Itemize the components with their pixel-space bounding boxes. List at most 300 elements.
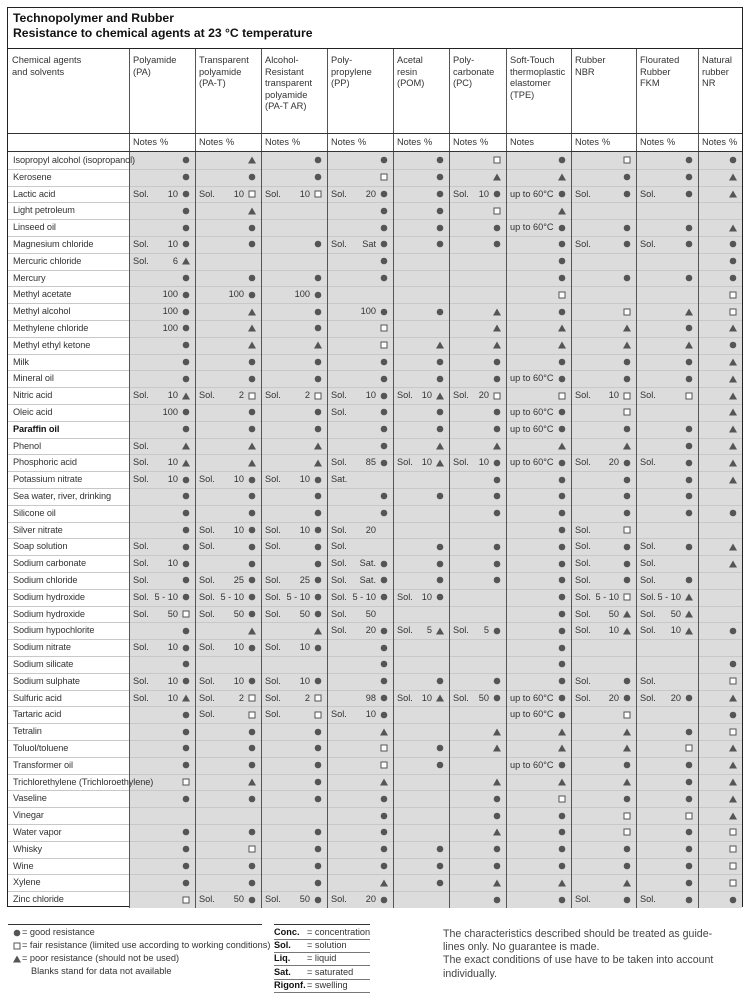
good-resistance-dot-icon [313, 239, 323, 249]
good-resistance-dot-icon [557, 189, 567, 199]
good-resistance-dot-icon [379, 626, 389, 636]
cell-percent: 98 [365, 692, 376, 703]
agent-name: Phenol [13, 440, 42, 451]
cell-percent: 2 [238, 390, 244, 401]
cell-note: Sol. [397, 390, 413, 401]
abbr-key: Sat. [274, 966, 291, 977]
cell-note: Sol. [331, 608, 347, 619]
fair-resistance-square-icon [181, 609, 191, 619]
good-resistance-dot-icon [181, 307, 191, 317]
subheader-NR-notes: Notes [702, 137, 727, 147]
cell-percent: 5 [426, 625, 432, 636]
good-resistance-dot-icon [181, 844, 191, 854]
cell-note: Sol. [331, 709, 347, 720]
good-resistance-dot-icon [379, 491, 389, 501]
subheader-PA-pct: % [160, 137, 169, 147]
good-resistance-dot-icon [435, 844, 445, 854]
good-resistance-dot-icon [379, 374, 389, 384]
good-resistance-dot-icon [435, 542, 445, 552]
poor-resistance-triangle-icon [728, 391, 738, 401]
cell-percent: 10 [167, 390, 178, 401]
good-resistance-dot-icon [313, 475, 323, 485]
good-resistance-dot-icon [684, 357, 694, 367]
cell-percent: 5 [483, 625, 489, 636]
cell-note: Sol. [199, 894, 215, 905]
good-resistance-dot-icon [492, 508, 502, 518]
poor-resistance-triangle-icon [684, 307, 694, 317]
row-rule [8, 774, 742, 775]
cell-percent: 10 [299, 642, 310, 653]
good-resistance-dot-icon [622, 542, 632, 552]
agent-name: Soap solution [13, 541, 68, 552]
good-resistance-dot-icon [622, 223, 632, 233]
cell-percent: 100 [294, 289, 310, 300]
good-resistance-dot-icon [247, 525, 257, 535]
cell-percent: 10 [421, 591, 432, 602]
good-resistance-dot-icon [557, 575, 567, 585]
cell-percent: 20 [608, 692, 619, 703]
good-resistance-dot-icon [247, 374, 257, 384]
good-resistance-dot-icon [379, 206, 389, 216]
poor-resistance-triangle-icon [492, 878, 502, 888]
cell-percent: 10 [233, 675, 244, 686]
good-resistance-dot-icon [379, 844, 389, 854]
good-resistance-dot-icon [435, 155, 445, 165]
good-resistance-dot-icon [181, 542, 191, 552]
cell-note: Sol. [265, 608, 281, 619]
cell-note: Sol. [331, 457, 347, 468]
poor-resistance-triangle-icon [622, 878, 632, 888]
cell-note: Sol. [331, 558, 347, 569]
poor-resistance-triangle-icon [728, 189, 738, 199]
good-resistance-dot-icon [181, 407, 191, 417]
good-resistance-dot-icon [622, 575, 632, 585]
title-rule [8, 48, 742, 49]
agent-name: Tartaric acid [13, 709, 62, 720]
cell-percent: 10 [421, 457, 432, 468]
header-POM-line: (POM) [397, 78, 425, 89]
good-resistance-dot-icon [313, 323, 323, 333]
cell-note: Sol. [331, 575, 347, 585]
poor-resistance-triangle-icon [728, 811, 738, 821]
good-resistance-dot-icon [557, 659, 567, 669]
fair-resistance-square-icon [622, 407, 632, 417]
row-rule [8, 824, 742, 825]
good-resistance-dot-icon [181, 340, 191, 350]
poor-resistance-triangle-icon [622, 609, 632, 619]
good-resistance-dot-icon [684, 223, 694, 233]
cell-percent: 10 [421, 390, 432, 401]
cell-percent: 10 [167, 558, 178, 569]
header-POM-line: resin [397, 66, 418, 77]
good-resistance-dot-icon [557, 239, 567, 249]
good-resistance-dot-icon [492, 676, 502, 686]
fair-resistance-square-icon [728, 827, 738, 837]
poor-resistance-triangle-icon [313, 340, 323, 350]
cell-note: Sol. [265, 692, 281, 703]
good-resistance-dot-icon [379, 592, 389, 602]
good-resistance-dot-icon [622, 895, 632, 905]
cell-percent: 50 [299, 608, 310, 619]
good-resistance-dot-icon [557, 592, 567, 602]
cell-note: Sol. [133, 675, 149, 686]
header-FKM-line: Flourated [640, 55, 680, 65]
agent-name: Methylene chloride [13, 323, 89, 333]
good-resistance-dot-icon [684, 693, 694, 703]
good-resistance-dot-icon [557, 525, 567, 535]
good-resistance-dot-icon [435, 676, 445, 686]
poor-resistance-triangle-icon [247, 626, 257, 636]
good-resistance-dot-icon [379, 391, 389, 401]
legend-rule [8, 924, 262, 925]
good-resistance-dot-icon [313, 491, 323, 501]
good-resistance-dot-icon [557, 643, 567, 653]
good-resistance-dot-icon [379, 794, 389, 804]
cell-note: Sol. [133, 474, 149, 485]
good-resistance-dot-icon [684, 844, 694, 854]
poor-resistance-triangle-icon [435, 340, 445, 350]
disclaimer-line-1: The characteristics described should be treated as guide- [443, 928, 713, 940]
cell-note: Sol. [133, 239, 149, 249]
poor-resistance-triangle-icon [313, 441, 323, 451]
poor-resistance-triangle-icon [247, 458, 257, 468]
good-resistance-dot-icon [435, 172, 445, 182]
poor-resistance-triangle-icon [313, 458, 323, 468]
good-resistance-dot-icon [728, 239, 738, 249]
cell-percent: 85 [365, 457, 376, 468]
cell-note: Sol. [199, 608, 215, 619]
good-resistance-dot-icon [181, 676, 191, 686]
cell-note: Sol. [331, 407, 347, 417]
subheader-PATAR-notes: Notes [265, 137, 290, 147]
good-resistance-dot-icon [684, 760, 694, 770]
cell-percent: 50 [233, 608, 244, 619]
poor-resistance-triangle-icon [247, 340, 257, 350]
good-resistance-dot-icon [313, 861, 323, 871]
disclaimer [443, 928, 743, 981]
header-TPE-line: elastomer [510, 78, 551, 89]
good-resistance-dot-icon [313, 743, 323, 753]
cell-percent: 10 [299, 188, 310, 199]
good-resistance-dot-icon [492, 626, 502, 636]
cell-note: Sol. [265, 894, 281, 905]
fair-resistance-square-icon [379, 172, 389, 182]
cell-percent: 50 [365, 608, 376, 619]
good-resistance-dot-icon [622, 357, 632, 367]
cell-note: Sol. [265, 675, 281, 686]
agent-name: Methyl ethyl ketone [13, 339, 91, 350]
subheader-NR-pct: % [729, 137, 738, 147]
header-PC-line: (PC) [453, 78, 473, 89]
header-TPE-line: Soft-Touch [510, 55, 555, 65]
good-resistance-dot-icon [622, 189, 632, 199]
good-resistance-dot-icon [435, 878, 445, 888]
poor-resistance-triangle-icon [492, 727, 502, 737]
agent-name: Light petroleum [13, 205, 75, 216]
good-resistance-dot-icon [247, 676, 257, 686]
agent-name: Methyl acetate [13, 289, 72, 300]
good-resistance-dot-icon [313, 357, 323, 367]
good-resistance-dot-icon [181, 659, 191, 669]
good-resistance-dot-icon [684, 575, 694, 585]
poor-resistance-triangle-icon [684, 609, 694, 619]
cell-note: Sol. [453, 390, 469, 401]
good-resistance-dot-icon [247, 172, 257, 182]
agent-name: Sodium silicate [13, 659, 74, 669]
poor-resistance-triangle-icon [492, 323, 502, 333]
good-resistance-dot-icon [181, 155, 191, 165]
good-resistance-dot-icon [379, 424, 389, 434]
fair-resistance-square-icon [379, 340, 389, 350]
good-resistance-dot-icon [684, 491, 694, 501]
fair-resistance-square-icon [379, 743, 389, 753]
agent-name: Transformer oil [13, 759, 73, 770]
cell-note: Sol. [575, 591, 591, 602]
cell-percent: 5 - 10 [154, 591, 178, 602]
good-resistance-dot-icon [492, 189, 502, 199]
good-resistance-dot-icon [684, 458, 694, 468]
cell-percent: 10 [167, 457, 178, 468]
row-rule [8, 186, 742, 187]
cell-percent: Sat. [359, 575, 376, 585]
good-resistance-dot-icon [247, 407, 257, 417]
cell-note: Sol. [133, 575, 149, 585]
abbr-key: Liq. [274, 953, 291, 964]
agent-name: Silver nitrate [13, 524, 63, 535]
good-resistance-dot-icon [622, 861, 632, 871]
cell-note: Sol. [453, 625, 469, 636]
good-resistance-dot-icon [181, 559, 191, 569]
subheader-PP-pct: % [358, 137, 367, 147]
poor-resistance-triangle-icon [728, 374, 738, 384]
poor-resistance-triangle-icon [622, 727, 632, 737]
poor-resistance-triangle-icon [684, 340, 694, 350]
agent-name: Mineral oil [13, 373, 54, 384]
poor-resistance-triangle-icon [728, 542, 738, 552]
poor-resistance-triangle-icon [684, 626, 694, 636]
subheader-FKM-notes: Notes [640, 137, 665, 147]
column-shade-POM [394, 152, 449, 908]
poor-resistance-triangle-icon [557, 777, 567, 787]
good-resistance-dot-icon [313, 878, 323, 888]
good-resistance-dot-icon [181, 273, 191, 283]
subheader-FKM-pct: % [667, 137, 676, 147]
poor-resistance-triangle-icon [728, 559, 738, 569]
poor-resistance-triangle-icon [435, 391, 445, 401]
poor-resistance-triangle-icon [728, 407, 738, 417]
poor-resistance-triangle-icon [557, 727, 567, 737]
good-resistance-dot-icon [435, 407, 445, 417]
good-resistance-dot-icon [181, 575, 191, 585]
cell-note: Sol. [265, 390, 281, 401]
header-agent-line: and solvents [12, 66, 65, 77]
good-resistance-dot-icon [492, 374, 502, 384]
row-rule [8, 169, 742, 170]
agent-name: Kerosene [13, 171, 52, 182]
good-resistance-dot-icon [12, 928, 22, 938]
good-resistance-dot-icon [557, 508, 567, 518]
good-resistance-dot-icon [313, 290, 323, 300]
subheader-PA-notes: Notes [133, 137, 158, 147]
cell-percent: 10 [299, 524, 310, 535]
header-TPE-line: thermoplastic [510, 66, 566, 77]
good-resistance-dot-icon [557, 475, 567, 485]
cell-note: Sol. [575, 188, 591, 199]
cell-note: Sol. [640, 188, 656, 199]
poor-resistance-triangle-icon [247, 777, 257, 787]
tpe-note: up to 60°C [510, 692, 554, 703]
fair-resistance-square-icon [247, 693, 257, 703]
good-resistance-dot-icon [379, 508, 389, 518]
tpe-note: up to 60°C [510, 759, 554, 770]
header-FKM-line: FKM [640, 78, 660, 89]
cell-note: Sol. [133, 255, 149, 266]
column-divider [698, 49, 699, 908]
fair-resistance-square-icon [557, 290, 567, 300]
fair-resistance-square-icon [492, 155, 502, 165]
good-resistance-dot-icon [728, 155, 738, 165]
good-resistance-dot-icon [435, 491, 445, 501]
header-TPE-line: (TPE) [510, 89, 535, 100]
good-resistance-dot-icon [247, 878, 257, 888]
good-resistance-dot-icon [247, 239, 257, 249]
cell-note: Sol. [331, 239, 347, 249]
row-rule [8, 673, 742, 674]
cell-note: Sol. [133, 188, 149, 199]
good-resistance-dot-icon [181, 827, 191, 837]
cell-note: Sol. [133, 591, 149, 602]
good-resistance-dot-icon [313, 777, 323, 787]
title-line-2: Resistance to chemical agents at 23 °C temperature [13, 26, 313, 40]
cell-percent: 10 [478, 457, 489, 468]
abbr-desc: = solution [307, 940, 347, 951]
good-resistance-dot-icon [622, 693, 632, 703]
good-resistance-dot-icon [379, 357, 389, 367]
row-rule [8, 858, 742, 859]
cell-note: Sol. [397, 692, 413, 703]
good-resistance-dot-icon [181, 592, 191, 602]
cell-percent: 100 [162, 289, 178, 300]
row-rule [8, 690, 742, 691]
cell-note: Sol. [453, 188, 469, 199]
good-resistance-dot-icon [247, 491, 257, 501]
cell-percent: 10 [167, 188, 178, 199]
agent-name: Tetralin [13, 726, 42, 737]
row-rule [8, 891, 742, 892]
fair-resistance-square-icon [313, 693, 323, 703]
cell-percent: 10 [365, 390, 376, 401]
good-resistance-dot-icon [379, 189, 389, 199]
cell-note: Sol. [133, 457, 149, 468]
header-PA-line: Polyamide [133, 55, 177, 65]
fair-resistance-square-icon [622, 592, 632, 602]
row-rule [8, 270, 742, 271]
cell-note: Sol. [640, 692, 656, 703]
good-resistance-dot-icon [728, 710, 738, 720]
poor-resistance-triangle-icon [247, 206, 257, 216]
header-NBR-line: Rubber [575, 55, 606, 65]
good-resistance-dot-icon [247, 290, 257, 300]
cell-note: Sol. [640, 457, 656, 468]
cell-note: Sol. [640, 608, 656, 619]
good-resistance-dot-icon [557, 155, 567, 165]
good-resistance-dot-icon [492, 407, 502, 417]
good-resistance-dot-icon [492, 794, 502, 804]
cell-note: Sol. [640, 558, 656, 569]
good-resistance-dot-icon [313, 172, 323, 182]
cell-percent: 50 [670, 608, 681, 619]
good-resistance-dot-icon [557, 491, 567, 501]
header-PATAR-line: Resistant [265, 66, 304, 77]
cell-note: Sol. [133, 608, 149, 619]
good-resistance-dot-icon [313, 895, 323, 905]
good-resistance-dot-icon [313, 508, 323, 518]
column-divider [506, 49, 507, 908]
good-resistance-dot-icon [684, 424, 694, 434]
good-resistance-dot-icon [247, 727, 257, 737]
row-rule [8, 522, 742, 523]
poor-resistance-triangle-icon [492, 777, 502, 787]
good-resistance-dot-icon [557, 609, 567, 619]
row-rule [8, 841, 742, 842]
fair-resistance-square-icon [728, 290, 738, 300]
cell-note: Sol. [265, 709, 281, 720]
good-resistance-dot-icon [557, 827, 567, 837]
cell-note: Sol. [133, 390, 149, 401]
header-PATAR-line: (PA-T AR) [265, 101, 307, 112]
good-resistance-dot-icon [557, 357, 567, 367]
row-rule [8, 438, 742, 439]
good-resistance-dot-icon [684, 189, 694, 199]
agent-name: Sodium hydroxide [13, 608, 85, 619]
poor-resistance-triangle-icon [728, 760, 738, 770]
cell-percent: 20 [365, 188, 376, 199]
column-divider [636, 49, 637, 908]
good-resistance-dot-icon [379, 710, 389, 720]
cell-note: Sol. [199, 474, 215, 485]
good-resistance-dot-icon [313, 155, 323, 165]
cell-note: Sol. [133, 440, 149, 451]
good-resistance-dot-icon [247, 760, 257, 770]
poor-resistance-triangle-icon [435, 626, 445, 636]
cell-note: Sol. [453, 457, 469, 468]
cell-note: Sol. [575, 575, 591, 585]
good-resistance-dot-icon [247, 794, 257, 804]
good-resistance-dot-icon [557, 861, 567, 871]
good-resistance-dot-icon [557, 307, 567, 317]
good-resistance-dot-icon [313, 542, 323, 552]
good-resistance-dot-icon [435, 189, 445, 199]
good-resistance-dot-icon [247, 827, 257, 837]
cell-percent: 10 [233, 642, 244, 653]
agent-name: Water vapor [13, 827, 62, 837]
cell-note: Sol. [265, 474, 281, 485]
good-resistance-dot-icon [379, 575, 389, 585]
poor-resistance-triangle-icon [684, 592, 694, 602]
cell-note: Sol. [640, 625, 656, 636]
row-rule [8, 337, 742, 338]
good-resistance-dot-icon [435, 760, 445, 770]
cell-percent: 10 [421, 692, 432, 703]
cell-percent: 20 [478, 390, 489, 401]
cell-percent: 100 [162, 306, 178, 317]
agent-name: Wine [13, 860, 34, 871]
good-resistance-dot-icon [181, 323, 191, 333]
row-rule [8, 790, 742, 791]
good-resistance-dot-icon [379, 643, 389, 653]
row-rule [8, 253, 742, 254]
poor-resistance-triangle-icon [728, 743, 738, 753]
